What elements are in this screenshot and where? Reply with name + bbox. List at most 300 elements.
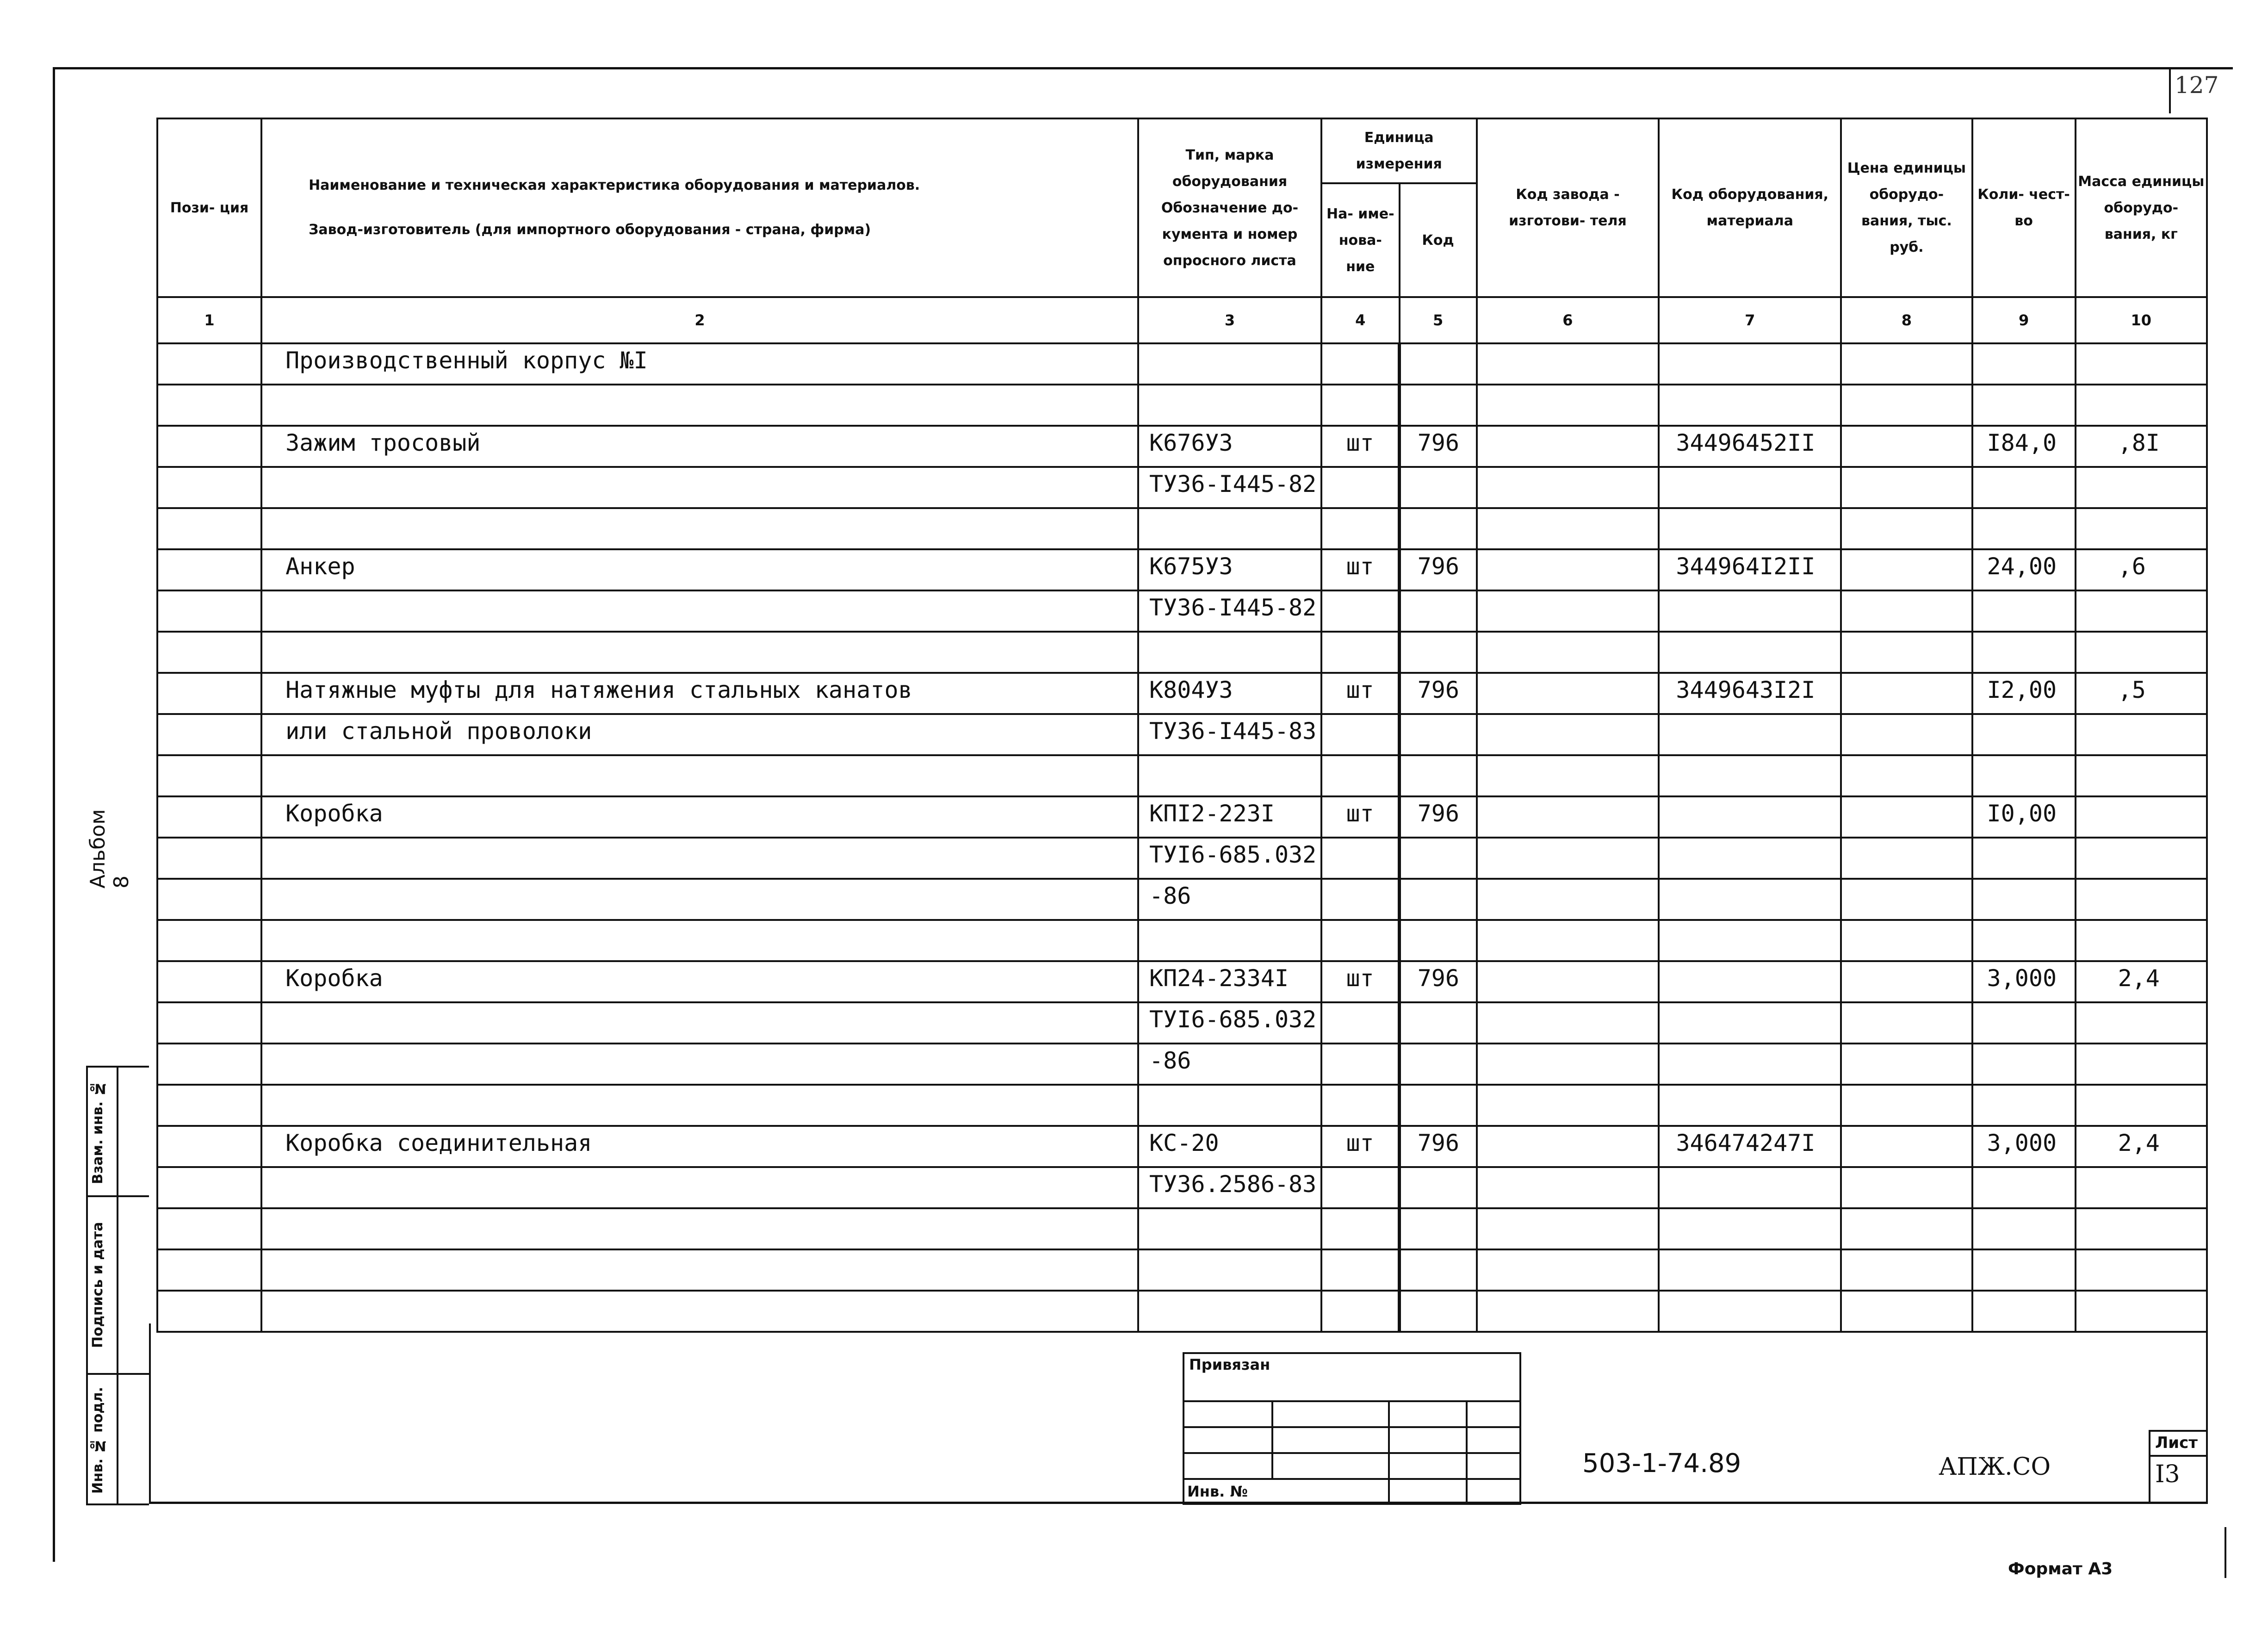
header-equipment-code: Код оборудования, материала [1659,118,1841,297]
cell-price [1841,920,1972,961]
cell-maker-code [1477,1002,1659,1044]
cell-type [1138,508,1321,549]
table-row [157,385,2207,426]
cell-mass [2076,796,2207,838]
binding-stamp [1183,1352,1521,1505]
cell-type [1138,755,1321,796]
cell-equipment-code [1659,838,1841,879]
header-mass: Масса единицы оборудо- вания, кг [2076,118,2207,297]
cell-maker-code [1477,920,1659,961]
cell-position [157,632,261,673]
cell-price [1841,1085,1972,1126]
cell-position [157,838,261,879]
cell-unit: шт [1321,673,1400,714]
cell-unit-code: 796 [1400,673,1477,714]
cell-mass [2076,632,2207,673]
cell-name: Производственный корпус №I [261,343,1138,385]
cell-unit-code [1400,467,1477,508]
cell-position [157,1208,261,1249]
cell-equipment-code [1659,714,1841,755]
cell-maker-code [1477,796,1659,838]
cell-mass [2076,1044,2207,1085]
sheet-value: I3 [2155,1460,2180,1488]
cell-quantity [1972,1044,2076,1085]
cell-unit-code [1400,632,1477,673]
cell-quantity [1972,467,2076,508]
cell-unit-code [1400,343,1477,385]
table-row [157,467,2207,508]
cell-unit [1321,1085,1400,1126]
cell-unit-code: 796 [1400,961,1477,1002]
column-number: 6 [1477,297,1659,343]
cell-maker-code [1477,426,1659,467]
cell-type: ТУI6-685.032 [1138,838,1321,879]
header-name-line1: Наименование и техническая характеристика оборудования и материалов. [309,177,920,193]
cell-quantity: 3,000 [1972,1126,2076,1167]
cell-price [1841,1002,1972,1044]
cell-mass [2076,1002,2207,1044]
cell-mass [2076,590,2207,632]
cell-type: ТУ36-I445-82 [1138,467,1321,508]
cell-equipment-code [1659,755,1841,796]
cell-equipment-code [1659,1085,1841,1126]
cell-position [157,467,261,508]
cell-unit-code [1400,714,1477,755]
cell-quantity [1972,1085,2076,1126]
document-code: 503-1-74.89 [1582,1448,1741,1478]
stamp-signature-date: Подпись и дата [90,1222,106,1348]
cell-type [1138,1249,1321,1291]
cell-price [1841,1208,1972,1249]
cell-position [157,1044,261,1085]
table-row [157,838,2207,879]
sheet-number: 127 [2175,72,2219,99]
column-number: 10 [2076,297,2207,343]
cell-quantity [1972,879,2076,920]
table-row [157,1249,2207,1291]
cell-quantity [1972,385,2076,426]
cell-unit [1321,1249,1400,1291]
cell-position [157,549,261,590]
cell-maker-code [1477,1085,1659,1126]
cell-quantity: 24,00 [1972,549,2076,590]
cell-type: К676У3 [1138,426,1321,467]
cell-price [1841,508,1972,549]
cell-name [261,508,1138,549]
cell-unit: шт [1321,961,1400,1002]
cell-type [1138,632,1321,673]
cell-unit [1321,1208,1400,1249]
table-row [157,961,2207,1002]
cell-type: -86 [1138,879,1321,920]
cell-mass [2076,1085,2207,1126]
cell-unit [1321,714,1400,755]
cell-unit [1321,1167,1400,1208]
cell-mass [2076,714,2207,755]
cell-price [1841,467,1972,508]
cell-maker-code [1477,343,1659,385]
cell-unit [1321,1044,1400,1085]
cell-maker-code [1477,590,1659,632]
cell-type [1138,385,1321,426]
cell-name: или стальной проволоки [261,714,1138,755]
cell-type: КС-20 [1138,1126,1321,1167]
header-maker-code: Код завода - изготови- теля [1477,118,1659,297]
cell-mass: ,5 [2076,673,2207,714]
sheet-box-divider [2150,1455,2208,1457]
cell-price [1841,796,1972,838]
cell-name [261,920,1138,961]
cell-unit-code [1400,508,1477,549]
cell-type [1138,920,1321,961]
table-row [157,879,2207,920]
cell-quantity [1972,343,2076,385]
cell-name [261,879,1138,920]
cell-unit-code [1400,1044,1477,1085]
cell-position [157,1291,261,1332]
binding-grid-cell [1183,1426,1521,1454]
cell-price [1841,549,1972,590]
cell-unit [1321,508,1400,549]
cell-mass [2076,467,2207,508]
cell-price [1841,1291,1972,1332]
cell-position [157,879,261,920]
cell-position [157,385,261,426]
cell-equipment-code [1659,961,1841,1002]
stamp-divider [117,1068,118,1503]
cell-unit-code [1400,838,1477,879]
cell-unit: шт [1321,1126,1400,1167]
cell-mass [2076,920,2207,961]
cell-name: Коробка соединительная [261,1126,1138,1167]
cell-name [261,1249,1138,1291]
table-row [157,796,2207,838]
cell-unit-code [1400,1291,1477,1332]
cell-type: К804У3 [1138,673,1321,714]
cell-equipment-code [1659,796,1841,838]
cell-mass [2076,1249,2207,1291]
header-type: Тип, марка оборудования Обозначение до- кумента и номер опросного листа [1138,118,1321,297]
cell-maker-code [1477,755,1659,796]
table-row [157,549,2207,590]
cell-name [261,1167,1138,1208]
cell-unit-code: 796 [1400,796,1477,838]
header-name-line2: Завод-изготовитель (для импортного оборудования - страна, фирма) [309,222,871,238]
cell-price [1841,1249,1972,1291]
cell-mass: 2,4 [2076,1126,2207,1167]
column-number: 5 [1400,297,1477,343]
cell-position [157,796,261,838]
cell-unit-code [1400,1249,1477,1291]
table-row [157,714,2207,755]
column-number: 9 [1972,297,2076,343]
cell-maker-code [1477,838,1659,879]
cell-name [261,1085,1138,1126]
cell-quantity [1972,755,2076,796]
cell-position [157,1126,261,1167]
cell-type: ТУI6-685.032 [1138,1002,1321,1044]
cell-name [261,1044,1138,1085]
cell-mass [2076,508,2207,549]
cell-quantity: I84,0 [1972,426,2076,467]
cell-maker-code [1477,467,1659,508]
cell-position [157,920,261,961]
cell-price [1841,714,1972,755]
table-row [157,755,2207,796]
cell-quantity: I0,00 [1972,796,2076,838]
binding-label: Привязан [1189,1356,1270,1373]
cell-equipment-code [1659,1002,1841,1044]
cell-maker-code [1477,1208,1659,1249]
cell-price [1841,838,1972,879]
header-position: Пози- ция [157,118,261,297]
cell-maker-code [1477,1126,1659,1167]
cell-maker-code [1477,1167,1659,1208]
header-unit-group: Единица измерения [1321,118,1477,183]
cell-unit [1321,1002,1400,1044]
album-label: Альбом 8 [86,809,133,888]
cell-unit: шт [1321,549,1400,590]
cell-mass [2076,879,2207,920]
cell-unit-code [1400,920,1477,961]
cell-equipment-code: 34496452II [1659,426,1841,467]
cell-position [157,343,261,385]
cell-type [1138,1208,1321,1249]
cell-unit-code [1400,1002,1477,1044]
cell-price [1841,755,1972,796]
cell-price [1841,590,1972,632]
cell-price [1841,385,1972,426]
sheet-label: Лист [2155,1434,2198,1452]
table-row [157,508,2207,549]
cell-position [157,508,261,549]
column-number-row [157,297,2207,343]
stamp-divider [86,1068,88,1503]
cell-quantity [1972,508,2076,549]
cell-name: Анкер [261,549,1138,590]
cell-unit-code: 796 [1400,1126,1477,1167]
cell-equipment-code: 346474247I [1659,1126,1841,1167]
cell-maker-code [1477,1291,1659,1332]
table-row [157,343,2207,385]
cell-maker-code [1477,673,1659,714]
cell-price [1841,879,1972,920]
cell-name: Зажим тросовый [261,426,1138,467]
cell-mass: 2,4 [2076,961,2207,1002]
paper-format: Формат А3 [2008,1559,2113,1578]
cell-name [261,632,1138,673]
cell-position [157,1249,261,1291]
cell-equipment-code [1659,879,1841,920]
cell-unit: шт [1321,426,1400,467]
cell-mass [2076,755,2207,796]
cell-unit-code [1400,755,1477,796]
cell-quantity: 3,000 [1972,961,2076,1002]
specification-table [156,118,2208,1333]
cell-position [157,1002,261,1044]
sheet-box [2149,1430,2208,1503]
table-row [157,1044,2207,1085]
table-row [157,632,2207,673]
table-row [157,1126,2207,1167]
cell-quantity [1972,714,2076,755]
cell-unit [1321,920,1400,961]
table-row [157,1085,2207,1126]
cell-price [1841,961,1972,1002]
cell-price [1841,426,1972,467]
cell-unit-code [1400,1167,1477,1208]
cell-unit-code [1400,1085,1477,1126]
cell-maker-code [1477,1249,1659,1291]
header-name [261,118,1138,297]
cell-equipment-code [1659,1249,1841,1291]
cell-maker-code [1477,549,1659,590]
cell-position [157,1167,261,1208]
cell-unit [1321,590,1400,632]
document-mark: АПЖ.СО [1939,1453,2051,1481]
table-row [157,1291,2207,1332]
approval-stamp-column [86,1066,149,1505]
cell-quantity [1972,632,2076,673]
stamp-divider [86,1373,149,1375]
cell-unit-code: 796 [1400,549,1477,590]
cell-equipment-code [1659,1208,1841,1249]
cell-price [1841,343,1972,385]
header-unit-code: Код [1400,183,1477,297]
cell-unit [1321,632,1400,673]
title-block-border [149,1502,2208,1504]
cell-equipment-code: 3449643I2I [1659,673,1841,714]
column-number: 7 [1659,297,1841,343]
cell-name [261,1002,1138,1044]
cell-quantity [1972,838,2076,879]
cell-unit [1321,343,1400,385]
cell-type: -86 [1138,1044,1321,1085]
cell-quantity [1972,1249,2076,1291]
cell-price [1841,1044,1972,1085]
cell-position [157,755,261,796]
cell-price [1841,632,1972,673]
column-number: 8 [1841,297,1972,343]
cell-unit-code [1400,879,1477,920]
cell-unit-code [1400,385,1477,426]
cell-type [1138,343,1321,385]
cell-name: Коробка [261,961,1138,1002]
cell-mass [2076,1208,2207,1249]
cell-equipment-code [1659,632,1841,673]
cell-unit-code: 796 [1400,426,1477,467]
cell-position [157,961,261,1002]
frame-tick [2225,1527,2226,1578]
cell-quantity [1972,920,2076,961]
cell-mass [2076,343,2207,385]
cell-type [1138,1291,1321,1332]
cell-mass: ,6 [2076,549,2207,590]
cell-equipment-code [1659,385,1841,426]
cell-unit-code [1400,1208,1477,1249]
cell-equipment-code [1659,920,1841,961]
cell-position [157,426,261,467]
cell-mass [2076,385,2207,426]
cell-equipment-code [1659,1044,1841,1085]
cell-name: Натяжные муфты для натяжения стальных канатов [261,673,1138,714]
binding-inventory-label: Инв. № [1187,1483,1248,1500]
cell-name: Коробка [261,796,1138,838]
cell-name [261,755,1138,796]
column-number: 4 [1321,297,1400,343]
header-quantity: Коли- чест- во [1972,118,2076,297]
cell-quantity [1972,1002,2076,1044]
cell-mass [2076,1291,2207,1332]
cell-price [1841,1167,1972,1208]
cell-name [261,590,1138,632]
cell-position [157,714,261,755]
cell-name [261,467,1138,508]
cell-position [157,590,261,632]
cell-quantity [1972,590,2076,632]
cell-maker-code [1477,714,1659,755]
cell-type: ТУ36.2586-83 [1138,1167,1321,1208]
cell-equipment-code [1659,1167,1841,1208]
cell-equipment-code [1659,590,1841,632]
cell-quantity: I2,00 [1972,673,2076,714]
cell-type [1138,1085,1321,1126]
stamp-divider [86,1195,149,1197]
cell-position [157,673,261,714]
cell-maker-code [1477,508,1659,549]
column-number: 2 [261,297,1138,343]
cell-unit-code [1400,590,1477,632]
cell-equipment-code [1659,508,1841,549]
cell-quantity [1972,1167,2076,1208]
cell-price [1841,1126,1972,1167]
cell-maker-code [1477,879,1659,920]
cell-maker-code [1477,632,1659,673]
table-row [157,590,2207,632]
cell-maker-code [1477,385,1659,426]
sheet-number-divider [2169,67,2171,113]
cell-position [157,1085,261,1126]
cell-unit [1321,1291,1400,1332]
cell-price [1841,673,1972,714]
stamp-original-inventory: Инв. № подл. [90,1386,106,1494]
cell-equipment-code [1659,1291,1841,1332]
cell-unit [1321,385,1400,426]
title-block-border [149,1323,151,1504]
cell-name [261,838,1138,879]
cell-mass [2076,838,2207,879]
cell-unit [1321,879,1400,920]
table-row [157,1002,2207,1044]
cell-type: ТУ36-I445-83 [1138,714,1321,755]
column-number: 1 [157,297,261,343]
cell-quantity [1972,1291,2076,1332]
cell-type: КПI2-223I [1138,796,1321,838]
header-unit-name: На- име- нова- ние [1321,183,1400,297]
cell-type: К675У3 [1138,549,1321,590]
cell-unit: шт [1321,796,1400,838]
cell-equipment-code: 344964I2II [1659,549,1841,590]
cell-quantity [1972,1208,2076,1249]
column-number: 3 [1138,297,1321,343]
cell-maker-code [1477,1044,1659,1085]
cell-equipment-code [1659,467,1841,508]
cell-type: КП24-2334I [1138,961,1321,1002]
cell-name [261,1208,1138,1249]
stamp-replacement-inventory: Взам. инв. № [90,1080,106,1185]
cell-name [261,385,1138,426]
cell-mass [2076,1167,2207,1208]
